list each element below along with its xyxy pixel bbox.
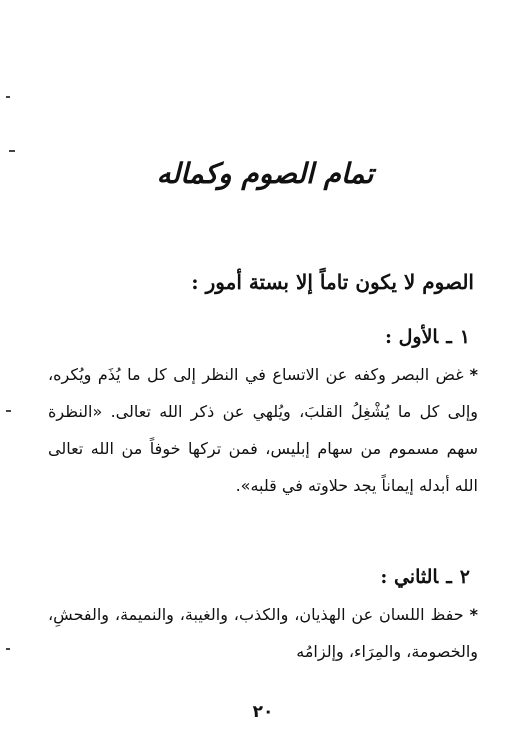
section-heading-label: الثاني : (380, 566, 439, 588)
paragraph-text: حفظ اللسان عن الهذيان، والكذب، والغيبة، والنميمة، والفحشِ، والخصومة، والمِرَاء، وإلزامُه (48, 605, 478, 661)
section-heading-1 (385, 320, 470, 354)
section-paragraph-2 (48, 596, 478, 672)
section-paragraph-1 (48, 356, 478, 542)
section-heading-2 (380, 560, 470, 594)
intro-line: الصوم لا يكون تاماً إلا بستة أمور : (191, 270, 474, 294)
scan-mark (6, 410, 11, 412)
section-dash: ـ (446, 326, 452, 348)
section-number: ٢ (459, 566, 470, 588)
paragraph-text: غض البصر وكفه عن الاتساع في النظر إلى كل ما يُذَم ويُكره، وإلى كل ما يُشْغِلُ القلبَ، ويُلهي عن ذكر الله تعالى. «النظرة سهم مسموم من سهام إبليس، فمن تركها خوفاً من الله تعالى الله أبدله إيماناً يجد حلاوته في قلبه». (48, 365, 478, 495)
chapter-title: تمام الصوم وكماله (156, 157, 374, 190)
scan-mark (9, 150, 15, 152)
bullet-star: * (469, 365, 478, 384)
section-dash: ـ (446, 566, 452, 588)
section-number: ١ (459, 326, 470, 348)
scan-mark (6, 648, 10, 650)
page-number: ٢٠ (252, 702, 274, 722)
section-heading-label: الأول : (384, 326, 439, 348)
bullet-star: * (469, 605, 478, 624)
scan-mark (6, 96, 10, 98)
